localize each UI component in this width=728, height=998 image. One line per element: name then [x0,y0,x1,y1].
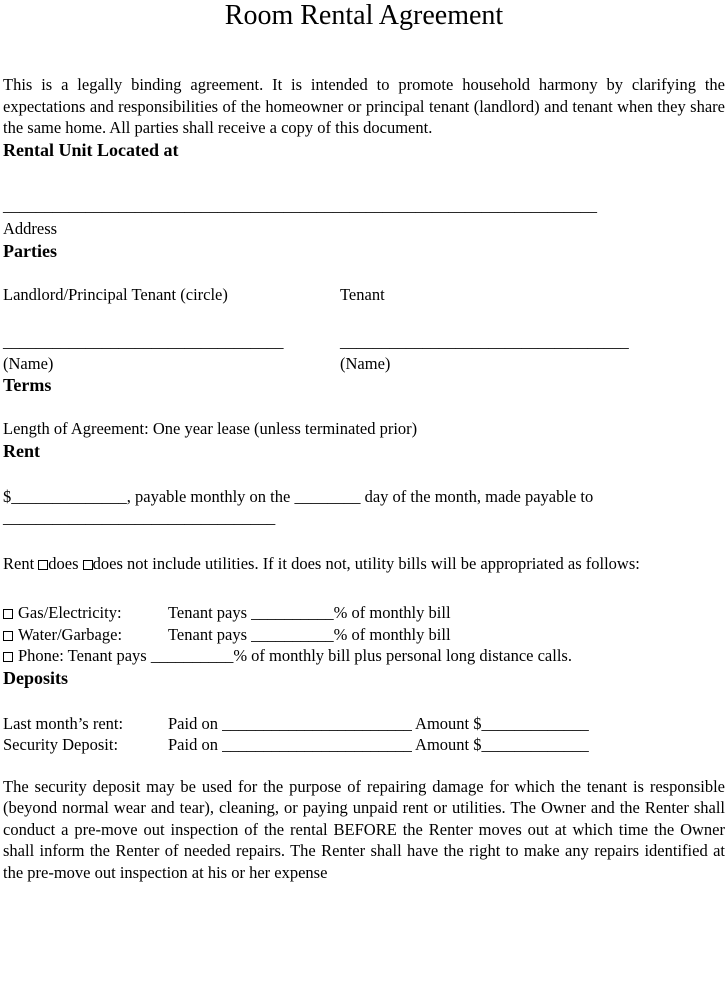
payee-blank-line: _________________________________ [3,508,276,527]
utility-split-list [3,602,725,667]
intro-paragraph: This is a legally binding agreement. It is intended to promote household harmony by clarifying the expectations and responsibilities of the homeowner or principal tenant (landlord) and tenant when they share the same home. All parties shall receive a copy of this document. [3,75,725,137]
does-not-clause: does not include utilities. If it does not, utility bills will be appropriated as follows: [92,553,640,573]
phone-checkbox-icon [3,652,13,662]
section-heading-parties: Parties [3,240,57,261]
deposit-row-last-month-value: Paid on _______________________ Amount $_____________ [168,713,589,733]
tenant-name-caption: (Name) [340,353,391,373]
security-deposit-policy-paragraph: The security deposit may be used for the purpose of repairing damage for which the tenant is responsible (beyond normal wear and tear), cleaning, or paying unpaid rent or utilities. The Owner and the Renter shall conduct a pre-move out inspection of the rental BEFORE the Renter moves out at which time the Owner shall inform the Renter of needed repairs. The Renter shall have the right to make any repairs identified at the pre-move out inspection at his or her expense [3,776,725,882]
does-label: does [48,553,79,573]
does-not-checkbox-icon [83,560,93,570]
rent-payment-line: $______________, payable monthly on the ________ day of the month, made payable to [3,486,594,506]
deposit-list [3,713,725,756]
address-blank-line: ________________________________________________________________________ [3,195,597,215]
section-heading-deposits: Deposits [3,667,69,688]
deposit-row-security-label: Security Deposit: [3,735,119,754]
utility-row-water [3,624,725,646]
utility-row-water-value: Tenant pays __________% of monthly bill [168,624,451,644]
deposit-row-last-month [3,713,725,735]
deposit-row-last-month-label: Last month’s rent: [3,713,124,733]
tenant-name-blank: ___________________________________ [340,332,629,351]
phone-line-text: Phone: Tenant pays __________% of monthly bill plus personal long distance calls. [18,646,572,665]
section-heading-terms: Terms [3,375,52,395]
utility-row-water-label [3,624,168,646]
tenant-label: Tenant [340,284,385,304]
utility-row-gas-value: Tenant pays __________% of monthly bill [168,603,451,622]
water-label-text: Water/Garbage: [18,624,123,644]
section-heading-rental-unit: Rental Unit Located at [3,139,179,160]
does-checkbox-icon [38,560,48,570]
landlord-label: Landlord/Principal Tenant (circle) [3,284,228,304]
section-heading-rent: Rent [3,440,40,461]
address-caption: Address [3,219,58,238]
parties-columns [3,284,725,375]
deposit-row-security-value: Paid on _______________________ Amount $_____________ [168,735,589,754]
utilities-clause [3,553,725,575]
landlord-name-caption: (Name) [3,353,54,373]
utility-row-gas-label [3,602,168,624]
utility-row-phone [3,645,725,667]
gas-checkbox-icon [3,609,13,619]
utilities-clause-prefix: Rent [3,553,35,573]
deposit-row-security [3,734,725,756]
landlord-name-blank: __________________________________ [3,332,284,351]
gas-label-text: Gas/Electricity: [18,603,122,622]
document-title: Room Rental Agreement [224,0,504,31]
utility-row-gas [3,602,725,624]
water-checkbox-icon [3,631,13,641]
length-of-agreement-line: Length of Agreement: One year lease (unless terminated prior) [3,419,418,438]
